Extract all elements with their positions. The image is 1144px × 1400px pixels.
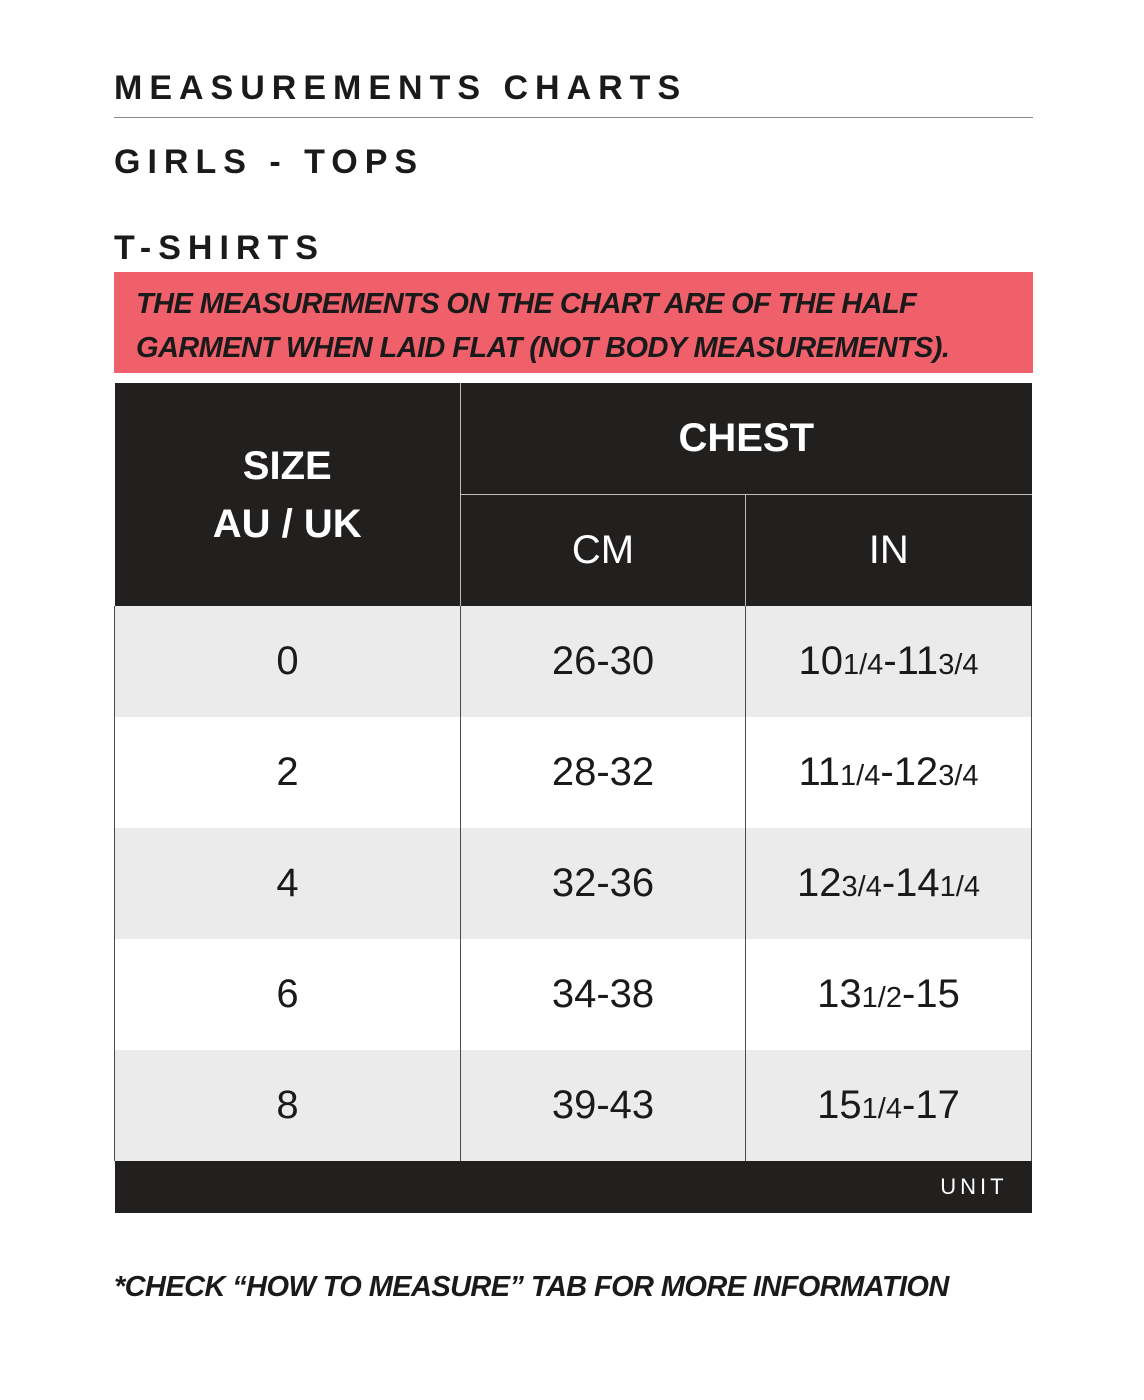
table-row: [115, 717, 1032, 828]
in-whole-b: 15: [915, 972, 960, 1016]
in-whole-a: 12: [797, 861, 842, 905]
in-fraction-b: 1/4: [939, 871, 980, 903]
in-fraction-a: 1/2: [861, 982, 902, 1014]
size-cell: 0: [115, 606, 461, 717]
title-divider: [114, 117, 1033, 118]
chest-column-header: CHEST: [461, 383, 1032, 495]
in-range-separator: -: [883, 639, 897, 683]
cm-column-header: CM: [461, 495, 746, 607]
in-range-separator: -: [881, 861, 896, 905]
page-title: MEASUREMENTS CHARTS: [114, 69, 688, 107]
cm-cell: 39-43: [461, 1050, 746, 1161]
table-footer-row: [115, 1161, 1032, 1213]
in-whole-b: 12: [893, 750, 939, 794]
unit-footer-label: UNIT: [115, 1161, 1032, 1213]
table-row: [115, 828, 1032, 939]
cm-cell: 26-30: [461, 606, 746, 717]
in-whole-a: 10: [798, 639, 843, 683]
in-fraction-a: 1/4: [861, 1093, 902, 1125]
size-column-header: [115, 383, 461, 606]
cm-cell: 34-38: [461, 939, 746, 1050]
in-fraction-b: 3/4: [938, 649, 979, 681]
cm-cell: 32-36: [461, 828, 746, 939]
in-range-separator: -: [902, 972, 916, 1016]
in-cell: [746, 1050, 1032, 1161]
in-whole-b: 14: [895, 861, 940, 905]
size-cell: 4: [115, 828, 461, 939]
in-whole-a: 15: [817, 1083, 862, 1127]
category-title: GIRLS - TOPS: [114, 143, 425, 181]
size-header-label: SIZE: [242, 443, 332, 488]
in-fraction-a: 1/4: [840, 760, 881, 792]
in-cell: [746, 606, 1032, 717]
in-fraction-b: 3/4: [938, 760, 979, 792]
half-garment-notice: THE MEASUREMENTS ON THE CHART ARE OF THE HALF GARMENT WHEN LAID FLAT (NOT BODY MEASUREMENTS).: [114, 272, 1033, 373]
table-row: [115, 606, 1032, 717]
in-whole-a: 11: [798, 750, 841, 794]
size-cell: 2: [115, 717, 461, 828]
in-cell: [746, 828, 1032, 939]
in-whole-a: 13: [817, 972, 862, 1016]
size-cell: 8: [115, 1050, 461, 1161]
table-row: [115, 939, 1032, 1050]
product-title: T-SHIRTS: [114, 229, 325, 267]
in-whole-b: 11: [896, 639, 939, 683]
how-to-measure-footnote: *CHECK “HOW TO MEASURE” TAB FOR MORE INFORMATION: [114, 1271, 949, 1303]
in-cell: [746, 717, 1032, 828]
in-whole-b: 17: [915, 1083, 960, 1127]
size-cell: 6: [115, 939, 461, 1050]
size-chart-table: [114, 383, 1032, 1213]
cm-cell: 28-32: [461, 717, 746, 828]
table-row: [115, 1050, 1032, 1161]
in-fraction-a: 3/4: [841, 871, 882, 903]
in-cell: [746, 939, 1032, 1050]
in-range-separator: -: [902, 1083, 916, 1127]
size-region-label: AU / UK: [212, 501, 362, 546]
in-column-header: IN: [746, 495, 1032, 607]
in-range-separator: -: [880, 750, 894, 794]
in-fraction-a: 1/4: [843, 649, 884, 681]
